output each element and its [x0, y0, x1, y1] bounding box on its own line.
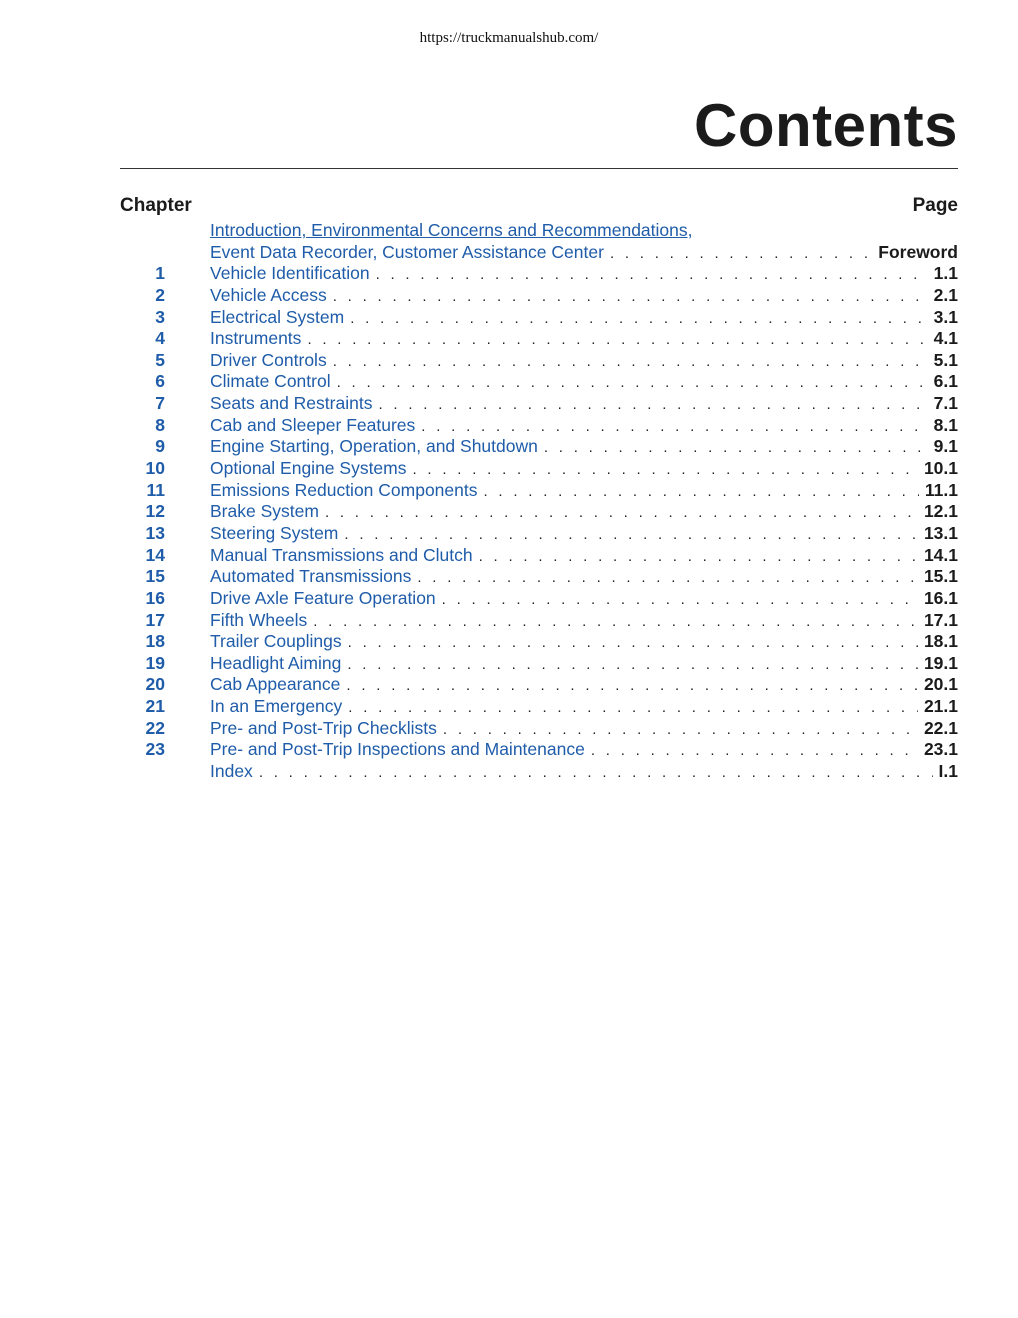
toc-line: [210, 415, 958, 438]
toc-chapter-number[interactable]: 5: [155, 349, 165, 370]
dot-leader: [610, 243, 872, 265]
toc-chapter-link[interactable]: Vehicle Access: [210, 284, 327, 305]
toc-row: [120, 674, 958, 696]
toc-row: [120, 458, 958, 480]
toc-line: [210, 371, 958, 394]
toc-row: [120, 631, 958, 653]
toc-row: [120, 436, 958, 458]
dot-leader: [307, 329, 927, 351]
toc-page-number: Foreword: [878, 241, 958, 262]
toc-chapter-number[interactable]: 16: [145, 587, 165, 608]
toc-intro-line-1: [120, 220, 958, 242]
toc-line: [210, 285, 958, 308]
toc-row: [120, 328, 958, 350]
toc-chapter-number[interactable]: 19: [145, 652, 165, 673]
toc-line: [210, 718, 958, 741]
toc-chapter-number[interactable]: 12: [145, 501, 165, 522]
toc-intro-link-line-2[interactable]: Event Data Recorder, Customer Assistance Center: [210, 241, 604, 262]
toc-row: [120, 545, 958, 567]
toc-row: [120, 523, 958, 545]
toc-page-number: 14.1: [923, 544, 958, 565]
toc-chapter-link[interactable]: Optional Engine Systems: [210, 458, 407, 479]
table-of-contents: [120, 220, 958, 783]
toc-line: [210, 523, 958, 546]
toc-page-number: 7.1: [933, 393, 958, 414]
toc-chapter-number[interactable]: 20: [145, 674, 165, 695]
toc-page-number: 1.1: [933, 263, 958, 284]
dot-leader: [443, 719, 918, 741]
toc-page-number: I.1: [938, 761, 958, 782]
toc-chapter-number[interactable]: 7: [155, 393, 165, 414]
toc-row: [120, 307, 958, 329]
dot-leader: [348, 632, 918, 654]
toc-chapter-number[interactable]: 17: [145, 609, 165, 630]
toc-page-number: 6.1: [933, 371, 958, 392]
toc-line: [210, 588, 958, 611]
dot-leader: [344, 524, 918, 546]
dot-leader: [378, 394, 927, 416]
toc-chapter-link[interactable]: Cab Appearance: [210, 674, 341, 695]
toc-index-row: [120, 761, 958, 783]
dot-leader: [313, 611, 918, 633]
toc-chapter-link[interactable]: Manual Transmissions and Clutch: [210, 544, 473, 565]
toc-line: [210, 501, 958, 524]
toc-intro-line-2: [120, 242, 958, 264]
toc-index-link[interactable]: Index: [210, 761, 253, 782]
toc-row: [120, 588, 958, 610]
toc-line: [210, 739, 958, 762]
toc-chapter-link[interactable]: Pre- and Post-Trip Checklists: [210, 717, 437, 738]
toc-page-number: 11.1: [924, 479, 958, 500]
toc-chapter-number[interactable]: 1: [155, 263, 165, 284]
toc-row: [120, 501, 958, 523]
toc-page-number: 20.1: [923, 674, 958, 695]
toc-line: [210, 436, 958, 459]
title-divider: [120, 168, 958, 169]
toc-row: [120, 739, 958, 761]
toc-page-number: 12.1: [923, 501, 958, 522]
toc-chapter-link[interactable]: Vehicle Identification: [210, 263, 370, 284]
dot-leader: [591, 740, 918, 762]
dot-leader: [333, 351, 928, 373]
toc-chapter-number[interactable]: 15: [145, 566, 165, 587]
toc-line: [210, 545, 958, 568]
source-url: https://truckmanualshub.com/: [419, 30, 599, 46]
toc-line: [210, 631, 958, 654]
toc-chapter-link[interactable]: Emissions Reduction Components: [210, 479, 478, 500]
toc-line: [210, 566, 958, 589]
toc-page-number: 17.1: [923, 609, 958, 630]
toc-page-number: 4.1: [933, 328, 958, 349]
toc-line: [210, 307, 958, 330]
toc-chapter-link[interactable]: Trailer Couplings: [210, 631, 342, 652]
toc-row: [120, 371, 958, 393]
toc-page-number: 13.1: [923, 522, 958, 543]
toc-row: [120, 285, 958, 307]
toc-line: [210, 653, 958, 676]
dot-leader: [348, 697, 918, 719]
toc-chapter-link[interactable]: Steering System: [210, 522, 339, 543]
dot-leader: [421, 416, 927, 438]
toc-chapter-link[interactable]: Electrical System: [210, 306, 345, 327]
toc-chapter-number[interactable]: 3: [155, 306, 165, 327]
toc-chapter-link[interactable]: Instruments: [210, 328, 302, 349]
toc-chapter-link[interactable]: Headlight Aiming: [210, 652, 342, 673]
toc-chapter-number[interactable]: 6: [155, 371, 165, 392]
toc-page-number: 10.1: [923, 458, 958, 479]
toc-line: [210, 393, 958, 416]
toc-page-number: 8.1: [933, 414, 958, 435]
toc-row: [120, 350, 958, 372]
dot-leader: [259, 762, 933, 784]
toc-chapter-link[interactable]: Pre- and Post-Trip Inspections and Maintenance: [210, 739, 585, 760]
toc-page-number: 15.1: [923, 566, 958, 587]
dot-leader: [350, 308, 927, 330]
toc-chapter-number[interactable]: 13: [145, 522, 165, 543]
chapter-column-header: Chapter: [120, 195, 192, 216]
toc-page-number: 2.1: [933, 284, 958, 305]
toc-page-number: 9.1: [933, 436, 958, 457]
toc-chapter-number[interactable]: 11: [146, 479, 165, 500]
toc-chapter-link[interactable]: Drive Axle Feature Operation: [210, 587, 436, 608]
dot-leader: [417, 567, 918, 589]
toc-page-number: 23.1: [923, 739, 958, 760]
toc-row: [120, 566, 958, 588]
toc-line: [210, 458, 958, 481]
toc-page-number: 19.1: [923, 652, 958, 673]
toc-chapter-link[interactable]: Automated Transmissions: [210, 566, 412, 587]
toc-chapter-link[interactable]: Brake System: [210, 501, 319, 522]
toc-row: [120, 393, 958, 415]
toc-chapter-link[interactable]: Driver Controls: [210, 349, 327, 370]
toc-line: [210, 610, 958, 633]
toc-chapter-link[interactable]: In an Emergency: [210, 696, 343, 717]
toc-line: [210, 696, 958, 719]
toc-chapter-number[interactable]: 18: [145, 631, 165, 652]
dot-leader: [484, 481, 919, 503]
toc-row: [120, 415, 958, 437]
dot-leader: [442, 589, 918, 611]
toc-chapter-number[interactable]: 23: [145, 739, 165, 760]
toc-row: [120, 480, 958, 502]
dot-leader: [325, 502, 918, 524]
page-column-header: Page: [912, 195, 958, 216]
toc-page-number: 22.1: [923, 717, 958, 738]
dot-leader: [337, 372, 928, 394]
toc-intro-link-line-1[interactable]: Introduction, Environmental Concerns and Recommendations,: [210, 220, 693, 240]
toc-row: [120, 718, 958, 740]
dot-leader: [479, 546, 918, 568]
toc-row: [120, 610, 958, 632]
toc-chapter-number[interactable]: 22: [145, 717, 165, 738]
dot-leader: [413, 459, 918, 481]
dot-leader: [544, 437, 928, 459]
toc-row: [120, 696, 958, 718]
toc-page-number: 16.1: [923, 587, 958, 608]
toc-row: [120, 653, 958, 675]
toc-chapter-link[interactable]: Cab and Sleeper Features: [210, 414, 416, 435]
toc-chapter-number[interactable]: 21: [145, 696, 165, 717]
dot-leader: [376, 264, 928, 286]
toc-chapter-number[interactable]: 9: [155, 436, 165, 457]
toc-page-number: 18.1: [923, 631, 958, 652]
toc-chapter-number[interactable]: 14: [145, 544, 165, 565]
toc-line: [210, 328, 958, 351]
toc-chapter-number[interactable]: 2: [155, 284, 165, 305]
toc-chapter-link[interactable]: Engine Starting, Operation, and Shutdown: [210, 436, 538, 457]
toc-page-number: 5.1: [933, 349, 958, 370]
toc-chapter-number[interactable]: 4: [155, 328, 165, 349]
toc-entries: [120, 263, 958, 761]
dot-leader: [346, 675, 918, 697]
dot-leader: [333, 286, 928, 308]
toc-chapter-link[interactable]: Seats and Restraints: [210, 393, 373, 414]
toc-chapter-link[interactable]: Fifth Wheels: [210, 609, 308, 630]
toc-chapter-number[interactable]: 10: [145, 458, 165, 479]
page-title: Contents: [694, 92, 958, 159]
toc-line: [210, 674, 958, 697]
toc-chapter-number[interactable]: 8: [155, 414, 165, 435]
toc-page-number: 3.1: [933, 306, 958, 327]
toc-line: [210, 263, 958, 286]
toc-row: [120, 263, 958, 285]
dot-leader: [347, 654, 918, 676]
toc-line: [210, 350, 958, 373]
toc-chapter-link[interactable]: Climate Control: [210, 371, 331, 392]
toc-line: [210, 480, 958, 503]
toc-page-number: 21.1: [923, 696, 958, 717]
